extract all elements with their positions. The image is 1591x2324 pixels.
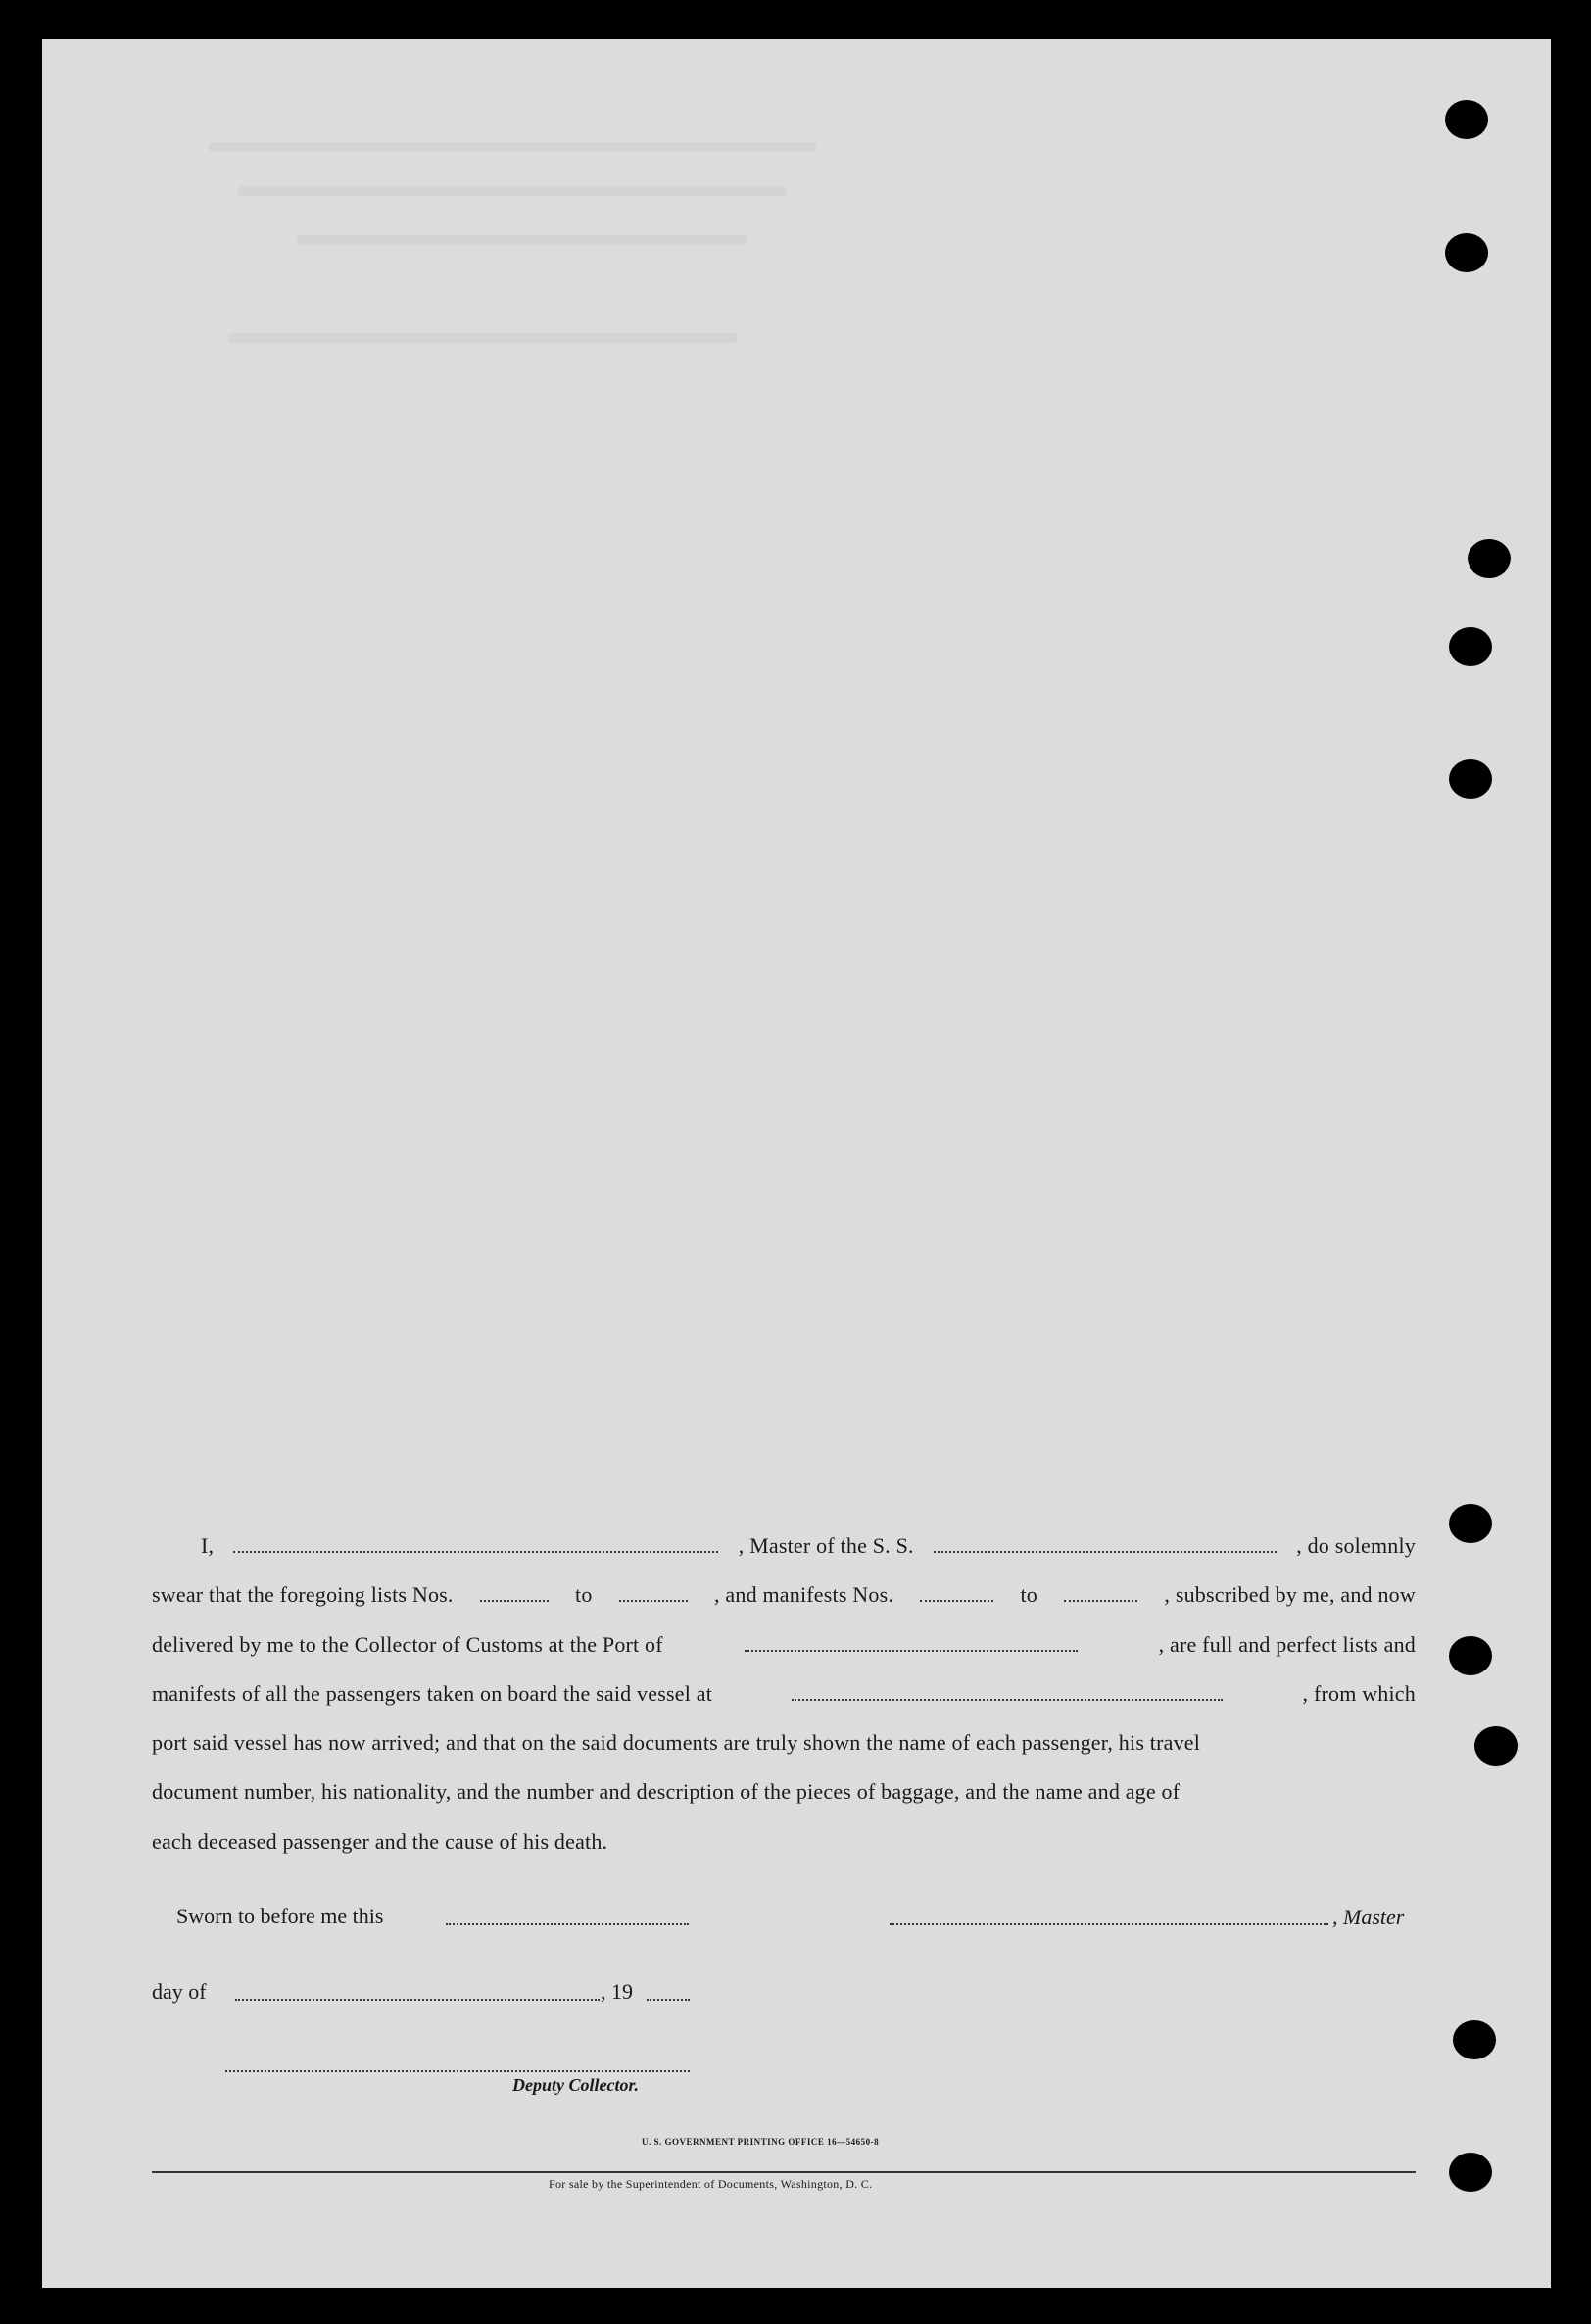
bleed-through-mark: [209, 142, 816, 152]
oath-text: manifests of all the passengers taken on board the said vessel at: [152, 1680, 713, 1706]
form-sheet: [42, 39, 1551, 2288]
month-field[interactable]: [235, 1999, 600, 2001]
punch-hole: [1468, 539, 1511, 578]
year-field[interactable]: [647, 1999, 690, 2001]
oath-paragraph: [152, 1522, 1416, 1866]
oath-line-5: [152, 1719, 1416, 1767]
oath-line-6: [152, 1767, 1416, 1816]
punch-hole: [1445, 233, 1488, 272]
oath-text: each deceased passenger and the cause of his death.: [152, 1828, 608, 1854]
deputy-collector-signature-field[interactable]: [225, 2070, 690, 2072]
oath-text: port said vessel has now arrived; and that on the said documents are truly shown the name of each passenger, his travel: [152, 1730, 1201, 1756]
punch-hole: [1449, 2153, 1492, 2192]
printer-imprint: U. S. GOVERNMENT PRINTING OFFICE 16—54650-8: [642, 2137, 880, 2147]
oath-text: document number, his nationality, and the number and description of the pieces of baggage, and the name and age of: [152, 1779, 1181, 1805]
bleed-through-mark: [297, 235, 747, 245]
oath-text: to: [1020, 1582, 1037, 1608]
oath-text: , are full and perfect lists and: [1158, 1631, 1416, 1657]
master-label: , Master: [1332, 1905, 1405, 1929]
oath-text: , and manifests Nos.: [714, 1582, 894, 1608]
oath-line-2: [152, 1571, 1416, 1620]
oath-line-1: [152, 1522, 1416, 1571]
punch-hole: [1445, 100, 1488, 139]
master-name-field[interactable]: [233, 1543, 718, 1553]
bleed-through-mark: [238, 186, 787, 196]
master-signature-field[interactable]: [890, 1923, 1328, 1925]
bleed-through-mark: [228, 333, 738, 343]
oath-line-7: [152, 1817, 1416, 1866]
day-of-label: day of: [152, 1979, 207, 2004]
deputy-collector-label: Deputy Collector.: [512, 2075, 639, 2095]
oath-text: swear that the foregoing lists Nos.: [152, 1582, 454, 1608]
oath-line-3: [152, 1621, 1416, 1670]
oath-line-4: [152, 1670, 1416, 1719]
punch-hole: [1453, 2020, 1496, 2059]
oath-text: delivered by me to the Collector of Customs at the Port of: [152, 1631, 663, 1657]
sworn-date-field[interactable]: [446, 1923, 689, 1925]
vessel-name-field[interactable]: [934, 1543, 1277, 1553]
punch-hole: [1449, 627, 1492, 666]
port-field[interactable]: [745, 1642, 1078, 1652]
oath-text: , do solemnly: [1296, 1533, 1416, 1558]
sworn-label: Sworn to before me this: [176, 1904, 384, 1928]
lists-from-field[interactable]: [480, 1592, 549, 1602]
year-label: , 19: [601, 1979, 633, 2004]
departure-port-field[interactable]: [792, 1691, 1223, 1701]
footer-rule: [152, 2171, 1416, 2173]
punch-hole: [1474, 1726, 1518, 1766]
oath-text: I,: [201, 1533, 215, 1558]
punch-hole: [1449, 1504, 1492, 1543]
lists-to-field[interactable]: [619, 1592, 688, 1602]
oath-text: , Master of the S. S.: [738, 1533, 914, 1558]
oath-text: , from which: [1302, 1680, 1416, 1706]
manifests-from-field[interactable]: [920, 1592, 993, 1602]
oath-text: , subscribed by me, and now: [1164, 1582, 1416, 1608]
punch-hole: [1449, 1636, 1492, 1675]
punch-hole: [1449, 759, 1492, 799]
oath-text: to: [575, 1582, 593, 1608]
manifests-to-field[interactable]: [1064, 1592, 1137, 1602]
sale-notice: For sale by the Superintendent of Documents, Washington, D. C.: [549, 2177, 873, 2191]
